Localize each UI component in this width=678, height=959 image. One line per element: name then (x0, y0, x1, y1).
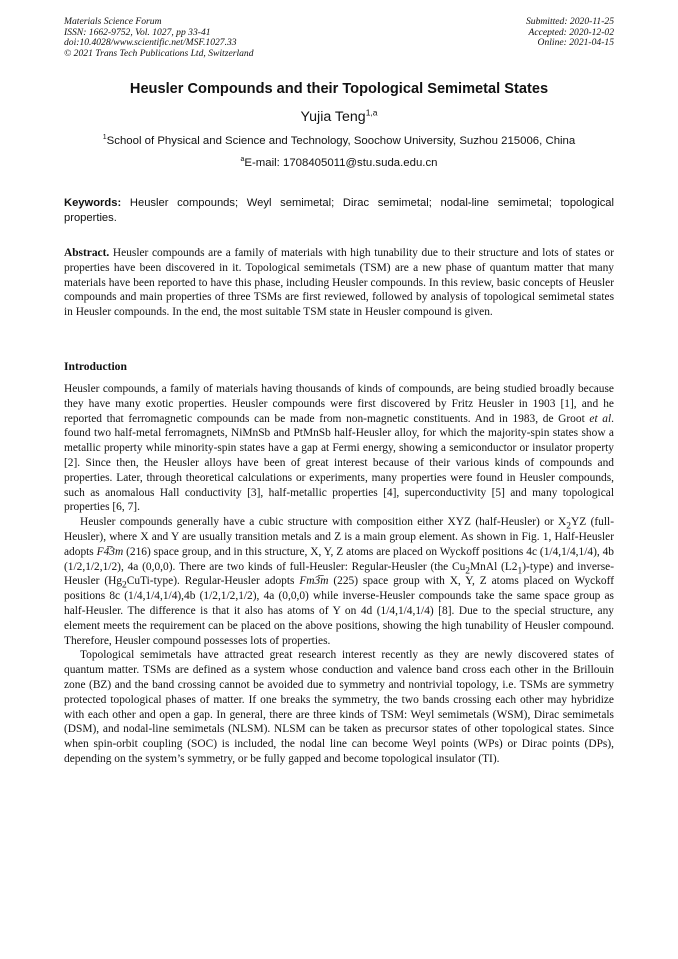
dates-info (526, 17, 614, 49)
paragraph-text: (216) space group, and in this structure, X, Y, Z atoms are placed on Wyckoff positions 4c (1/4,1/4,1/4), 4b (1/2,1/2,1/2), 4a (0,0,0). There are two kinds of full-Heusler: Regular-Heusler (the Cu (64, 545, 614, 573)
paragraph-text: )-type) and inverse-Heusler (Hg (64, 560, 614, 588)
space-group: F4̅3m (96, 545, 124, 558)
doi-line: doi:10.4028/www.scientific.net/MSF.1027.33 (64, 37, 237, 49)
submitted-date: Submitted: 2020-11-25 (525, 16, 614, 27)
abstract-label: Abstract. (64, 247, 110, 259)
subscript: 1 (517, 565, 523, 576)
paragraph-text: MnAl (L2 (470, 560, 518, 573)
paragraph-text: YZ (full-Heusler), where X and Y are usually transition metals and Z is a main group element. As shown in Fig. 1, Half-Heusler adopts (64, 516, 614, 558)
author-line (0, 109, 678, 125)
paragraph-text: Heusler compounds generally have a cubic structure with composition either XYZ (half-Heusler) or X (80, 516, 567, 529)
accepted-date: Accepted: 2020-12-02 (528, 26, 614, 38)
paragraph (64, 515, 614, 648)
copyright-line: © 2021 Trans Tech Publications Ltd, Switzerland (64, 47, 254, 59)
paragraph-text: . found two half-metal ferromagnets, NiMnSb and PtMnSb half-Heusler alloy, for which the majority-spin states show a metallic property while minority-spin states have a gap at Fermi energy, showing a semiconductor or insulator property [2]. Since then, the Heusler alloys have been of great interest because of their various kinds of compounds and properties. Later, through theoretical calculations or experiments, many properties were found in Heusler compounds, such as anomalous Hall conductivity [3], half-metallic properties [4], superconductivity [5] and many topological properties [6, 7]. (64, 412, 614, 514)
issn-line: ISSN: 1662-9752, Vol. 1027, pp 33-41 (64, 26, 211, 38)
paragraph (64, 382, 614, 515)
email-sup: a (240, 156, 245, 164)
author-name: Yujia Teng (300, 109, 366, 125)
email (0, 157, 678, 169)
email-text: E-mail: 1708405011@stu.suda.edu.cn (244, 157, 438, 169)
paragraph-text: CuTi-type). Regular-Heusler adopts (126, 575, 300, 588)
online-date: Online: 2021-04-15 (537, 37, 614, 49)
keywords (64, 196, 614, 225)
paper-title: Heusler Compounds and their Topological Semimetal States (129, 81, 549, 97)
author-sup: 1,a (365, 107, 378, 118)
journal-name: Materials Science Forum (64, 16, 162, 27)
keywords-label: Keywords: (64, 197, 122, 209)
abstract (64, 246, 614, 320)
abstract-text: Heusler compounds are a family of materials with high tunability due to their structure and lots of states or properties have been discovered in it. Topological semimetals (TSM) are a new phase of quantum matter that many materials have been reported to have this phase, including Heusler compounds. In this review, basic concepts of Heusler compounds and main properties of three TSMs are first reviewed, followed by analysis of topological semimetal states in Heusler compounds. In the end, the most suitable TSM state in Heusler compound is given. (64, 247, 614, 319)
subscript: 2 (122, 580, 127, 591)
journal-info (64, 17, 254, 59)
section-body (64, 382, 614, 767)
space-group: Fm3̅m (299, 575, 329, 588)
et-al: et al (589, 412, 612, 425)
affiliation-text: School of Physical and Science and Technology, Soochow University, Suzhou 215006, China (106, 135, 576, 147)
paragraph-text: (225) space group with X, Y, Z atoms placed on Wyckoff positions 8c (1/4,1/4,1/4),4b (1/2,1/2,1/2), 4a (0,0,0) while inverse-Heusler compounds take the same space group as half-Heusler. The difference is that it also has atoms of Y on 4d (1/4,1/4,1/4) [8]. Due to the special structure, any element meets the requirement can be placed on the above positions, showing the high tunability of Heusler compound. Therefore, Heusler compound possesses lots of properties. (64, 575, 614, 647)
subscript: 2 (465, 565, 471, 576)
affiliation (0, 135, 678, 147)
subscript: 2 (566, 521, 572, 532)
affiliation-sup: 1 (102, 134, 107, 142)
paragraph-text: Heusler compounds, a family of materials having thousands of kinds of compounds, are being studied broadly because they have many exotic properties. Heusler compounds were first discovered by Fritz Heusler in 1903 [1], and he reported that ferromagnetic compounds can be made from non-magnetic constituents. And in 1983, de Groot (64, 383, 614, 425)
section-heading: Introduction (64, 360, 127, 373)
keywords-text: Heusler compounds; Weyl semimetal; Dirac semimetal; nodal-line semimetal; topological properties. (64, 197, 614, 224)
paragraph: Topological semimetals have attracted great research interest recently as they are newly discovered states of quantum matter. TSMs are defined as a system whose conduction and valence band cross each other in the Brillouin zone (BZ) and the band crossing cannot be avoided due to symmetry and nontrivial topology, i.e. TSMs are symmetry protected topological phases of matter. If one breaks the symmetry, the two bands crossing each other may hybridize with each other and open a gap. In general, there are three kinds of TSM: Weyl semimetals (WSM), Dirac semimetals (DSM), and nodal-line semimetals (NLSM). NLSM can be taken as precursor states of other topological states. Since when spin-orbit coupling (SOC) is included, the nodal line can become Weyl points (WPs) or Dirac points (DPs), depending on the system’s symmetry, or be fully gapped and become topological insulator (TI). (64, 649, 614, 765)
